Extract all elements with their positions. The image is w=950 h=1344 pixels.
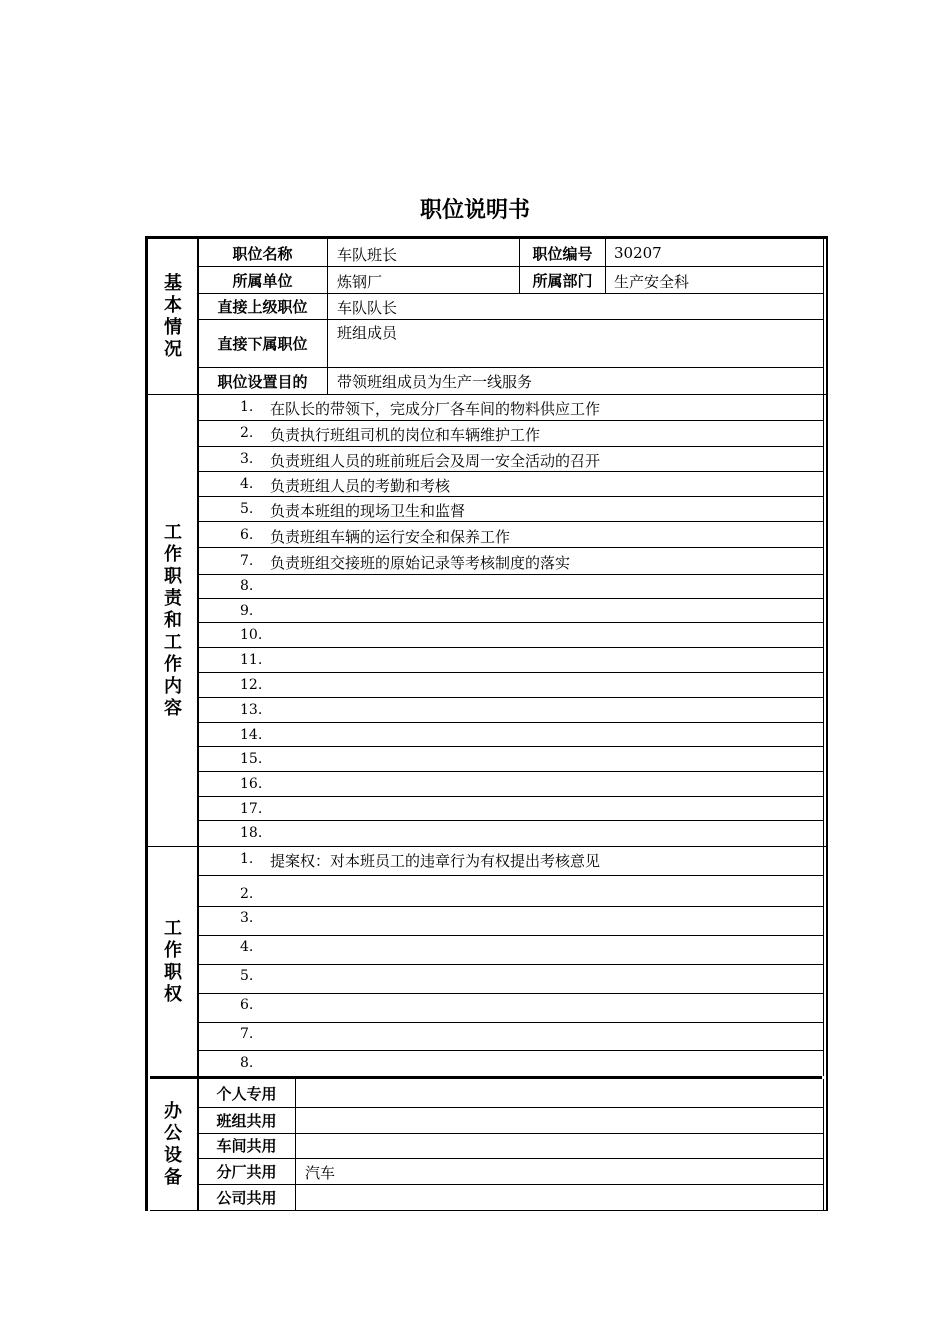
row-line	[198, 1050, 823, 1051]
document-title: 职位说明书	[419, 198, 530, 223]
section-label-char: 办	[164, 1100, 182, 1122]
section-label-char: 备	[164, 1166, 182, 1188]
duty-item-number: 11.	[240, 652, 263, 668]
col-line	[327, 239, 328, 394]
equipment-label: 分厂共用	[216, 1162, 277, 1181]
col-line	[823, 395, 824, 846]
authority-item-number: 5.	[240, 968, 254, 984]
section-label-char: 基	[164, 272, 182, 294]
authority-item-number: 6.	[240, 997, 254, 1013]
row-line	[198, 521, 823, 522]
row-line	[198, 496, 823, 497]
authority-item-text: 提案权：对本班员工的违章行为有权提出考核意见	[270, 852, 601, 870]
unit-label: 所属单位	[232, 271, 293, 290]
section-label-char: 工	[164, 631, 182, 653]
authority-item-number: 3.	[240, 910, 254, 926]
duty-item-number: 16.	[240, 776, 263, 792]
section-label-char: 设	[164, 1144, 182, 1166]
section-separator-duties	[148, 846, 826, 847]
authority-item-number: 4.	[240, 939, 254, 955]
superior-label: 直接上级职位	[217, 298, 308, 316]
duty-item-number: 5.	[240, 501, 254, 517]
row-line	[198, 672, 823, 673]
department-label: 所属部门	[532, 271, 593, 290]
row-line	[198, 598, 823, 599]
duty-item-number: 13.	[240, 702, 263, 718]
duty-item-text: 负责本班组的现场卫生和监督	[270, 502, 466, 520]
section-label-char: 工	[164, 521, 182, 543]
position-code-value: 30207	[614, 244, 662, 262]
duty-item-number: 6.	[240, 527, 254, 543]
row-line	[198, 746, 823, 747]
section-label-equipment	[148, 1079, 198, 1210]
section-separator-authority	[150, 1076, 822, 1079]
section-label-char: 作	[164, 939, 182, 961]
duty-item-number: 1.	[240, 399, 254, 415]
section-label-char: 责	[164, 587, 182, 609]
duty-item-text: 负责班组人员的考勤和考核	[270, 477, 451, 495]
position-name-label: 职位名称	[232, 244, 293, 263]
row-line	[198, 446, 823, 447]
row-line	[198, 1022, 823, 1023]
section-label-authority	[148, 847, 198, 1076]
subordinate-label: 直接下属职位	[217, 335, 308, 353]
row-line	[198, 697, 823, 698]
equipment-label: 车间共用	[216, 1137, 277, 1155]
row-line	[198, 647, 823, 648]
row-line	[198, 820, 823, 821]
duty-item-number: 2.	[240, 425, 254, 441]
section-label-char: 职	[164, 961, 182, 983]
row-line	[198, 935, 823, 936]
duty-item-number: 7.	[240, 553, 254, 569]
table-bottom-border	[150, 1210, 828, 1211]
section-label-char: 权	[164, 983, 182, 1005]
row-line	[198, 622, 823, 623]
col-line	[605, 239, 606, 293]
unit-value: 炼钢厂	[337, 273, 383, 291]
section-label-char: 容	[164, 697, 182, 719]
duty-item-number: 9.	[240, 603, 254, 619]
row-line	[198, 574, 823, 575]
row-line	[198, 875, 823, 876]
section-label-char: 作	[164, 653, 182, 675]
row-line	[198, 906, 823, 907]
section-label-basic	[148, 239, 198, 394]
purpose-label: 职位设置目的	[217, 372, 308, 391]
duty-item-text: 负责执行班组司机的岗位和车辆维护工作	[270, 426, 541, 444]
col-line	[823, 847, 824, 1076]
row-line	[198, 796, 823, 797]
section-label-char: 职	[164, 565, 182, 587]
row-line	[198, 471, 823, 472]
position-name-value: 车队班长	[337, 246, 398, 264]
col-line	[295, 1079, 296, 1210]
row-line	[198, 547, 823, 548]
equipment-value: 汽车	[305, 1164, 336, 1182]
duty-item-number: 15.	[240, 751, 263, 767]
equipment-label: 个人专用	[216, 1085, 277, 1103]
subordinate-value: 班组成员	[337, 324, 398, 342]
equipment-label: 公司共用	[216, 1188, 277, 1207]
authority-item-number: 7.	[240, 1026, 254, 1042]
section-label-char: 公	[164, 1122, 182, 1144]
row-line	[198, 993, 823, 994]
section-separator-basic	[148, 394, 826, 395]
section-label-char: 和	[164, 609, 182, 631]
duty-item-number: 17.	[240, 801, 263, 817]
row-line	[198, 771, 823, 772]
position-code-label: 职位编号	[532, 244, 593, 263]
section-label-char: 内	[164, 675, 182, 697]
col-line	[823, 239, 824, 394]
department-value: 生产安全科	[614, 273, 690, 291]
section-label-char: 况	[164, 338, 182, 360]
duty-item-number: 14.	[240, 727, 263, 743]
section-label-char: 情	[164, 316, 182, 338]
row-line	[198, 420, 823, 421]
section-label-char: 工	[164, 917, 182, 939]
duty-item-text: 负责班组交接班的原始记录等考核制度的落实	[270, 554, 571, 572]
duty-item-number: 18.	[240, 825, 263, 841]
equipment-label: 班组共用	[216, 1111, 277, 1130]
section-label-char: 作	[164, 543, 182, 565]
duty-item-number: 8.	[240, 578, 254, 594]
duty-item-text: 在队长的带领下，完成分厂各车间的物料供应工作	[270, 400, 601, 418]
duty-item-text: 负责班组车辆的运行安全和保养工作	[270, 528, 511, 546]
duty-item-number: 12.	[240, 677, 263, 693]
row-line	[198, 722, 823, 723]
duty-item-number: 3.	[240, 451, 254, 467]
col-line	[823, 1079, 824, 1210]
section-label-char: 本	[164, 294, 182, 316]
duty-item-number: 10.	[240, 627, 263, 643]
authority-item-number: 8.	[240, 1055, 254, 1071]
duty-item-text: 负责班组人员的班前班后会及周一安全活动的召开	[270, 452, 601, 470]
row-line	[198, 964, 823, 965]
purpose-value: 带领班组成员为生产一线服务	[337, 373, 533, 391]
duty-item-number: 4.	[240, 476, 254, 492]
superior-value: 车队队长	[337, 299, 398, 317]
authority-item-number: 1.	[240, 851, 254, 867]
authority-item-number: 2.	[240, 886, 254, 902]
section-label-duties	[148, 395, 198, 846]
